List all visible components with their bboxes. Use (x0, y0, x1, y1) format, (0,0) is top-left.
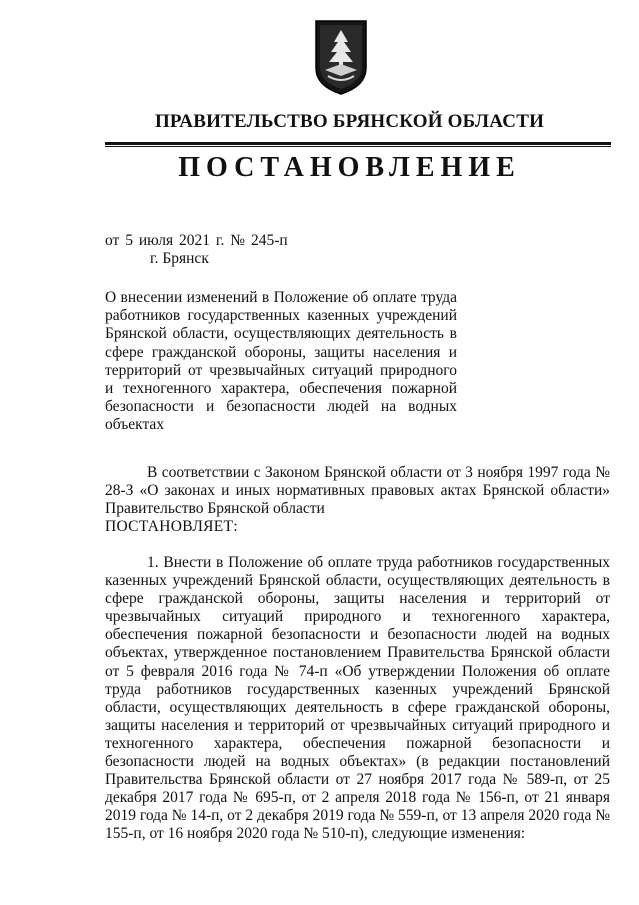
document-type-title: ПОСТАНОВЛЕНИЕ (178, 152, 521, 183)
coat-of-arms-icon (313, 18, 369, 96)
header-rule-thick (105, 142, 611, 145)
clause-1 (105, 554, 610, 844)
clause-1-text: 1. Внести в Положение об оплате труда работников государственных казенных учреждений Брянской области, осуществляющих деятельность в сфере гражданской обороны, защиты населения и территорий от чрезвычайных ситуаций природного и техногенного характера, обеспечения пожарной безопасности и безопасности людей на водных объектах, утвержденное постановлением Правительства Брянской области от 5 февраля 2016 года № 74-п «Об утверждении Положения об оплате труда работников государственных казенных учреждений Брянской области, осуществляющих деятельность в сфере гражданской обороны, защиты населения и территорий от чрезвычайных ситуаций природного и техногенного характера, обеспечения пожарной безопасности и безопасности людей на водных объектах» (в редакции постановлений Правительства Брянской области от 27 ноября 2017 года № 589-п, от 25 декабря 2017 года № 695-п, от 2 апреля 2018 года № 156-п, от 21 января 2019 года № 14-п, от 2 декабря 2019 года № 559-п, от 13 апреля 2020 года № 155-п, от 16 ноября 2020 года № 510-п), следующие изменения: (105, 554, 610, 843)
resolves-heading: ПОСТАНОВЛЯЕТ: (105, 518, 238, 535)
preamble-text: В соответствии с Законом Брянской области от 3 ноября 1997 года № 28-З «О законах и иных нормативных правовых актах Брянской области» Правительство Брянской области (105, 464, 610, 518)
header-rule-thin (105, 146, 611, 147)
preamble (105, 464, 610, 518)
city: г. Брянск (150, 250, 209, 267)
document-subject: О внесении изменений в Положение об оплате труда работников государственных казенных учреждений Брянской области, осуществляющих деятельность в сфере гражданской обороны, защиты населения и территорий от чрезвычайных ситуаций природного и техногенного характера, обеспечения пожарной безопасности и безопасности людей на водных объектах (105, 289, 457, 434)
date-and-number: от 5 июля 2021 г. № 245-п (105, 232, 288, 249)
organization-name: ПРАВИТЕЛЬСТВО БРЯНСКОЙ ОБЛАСТИ (154, 111, 545, 132)
